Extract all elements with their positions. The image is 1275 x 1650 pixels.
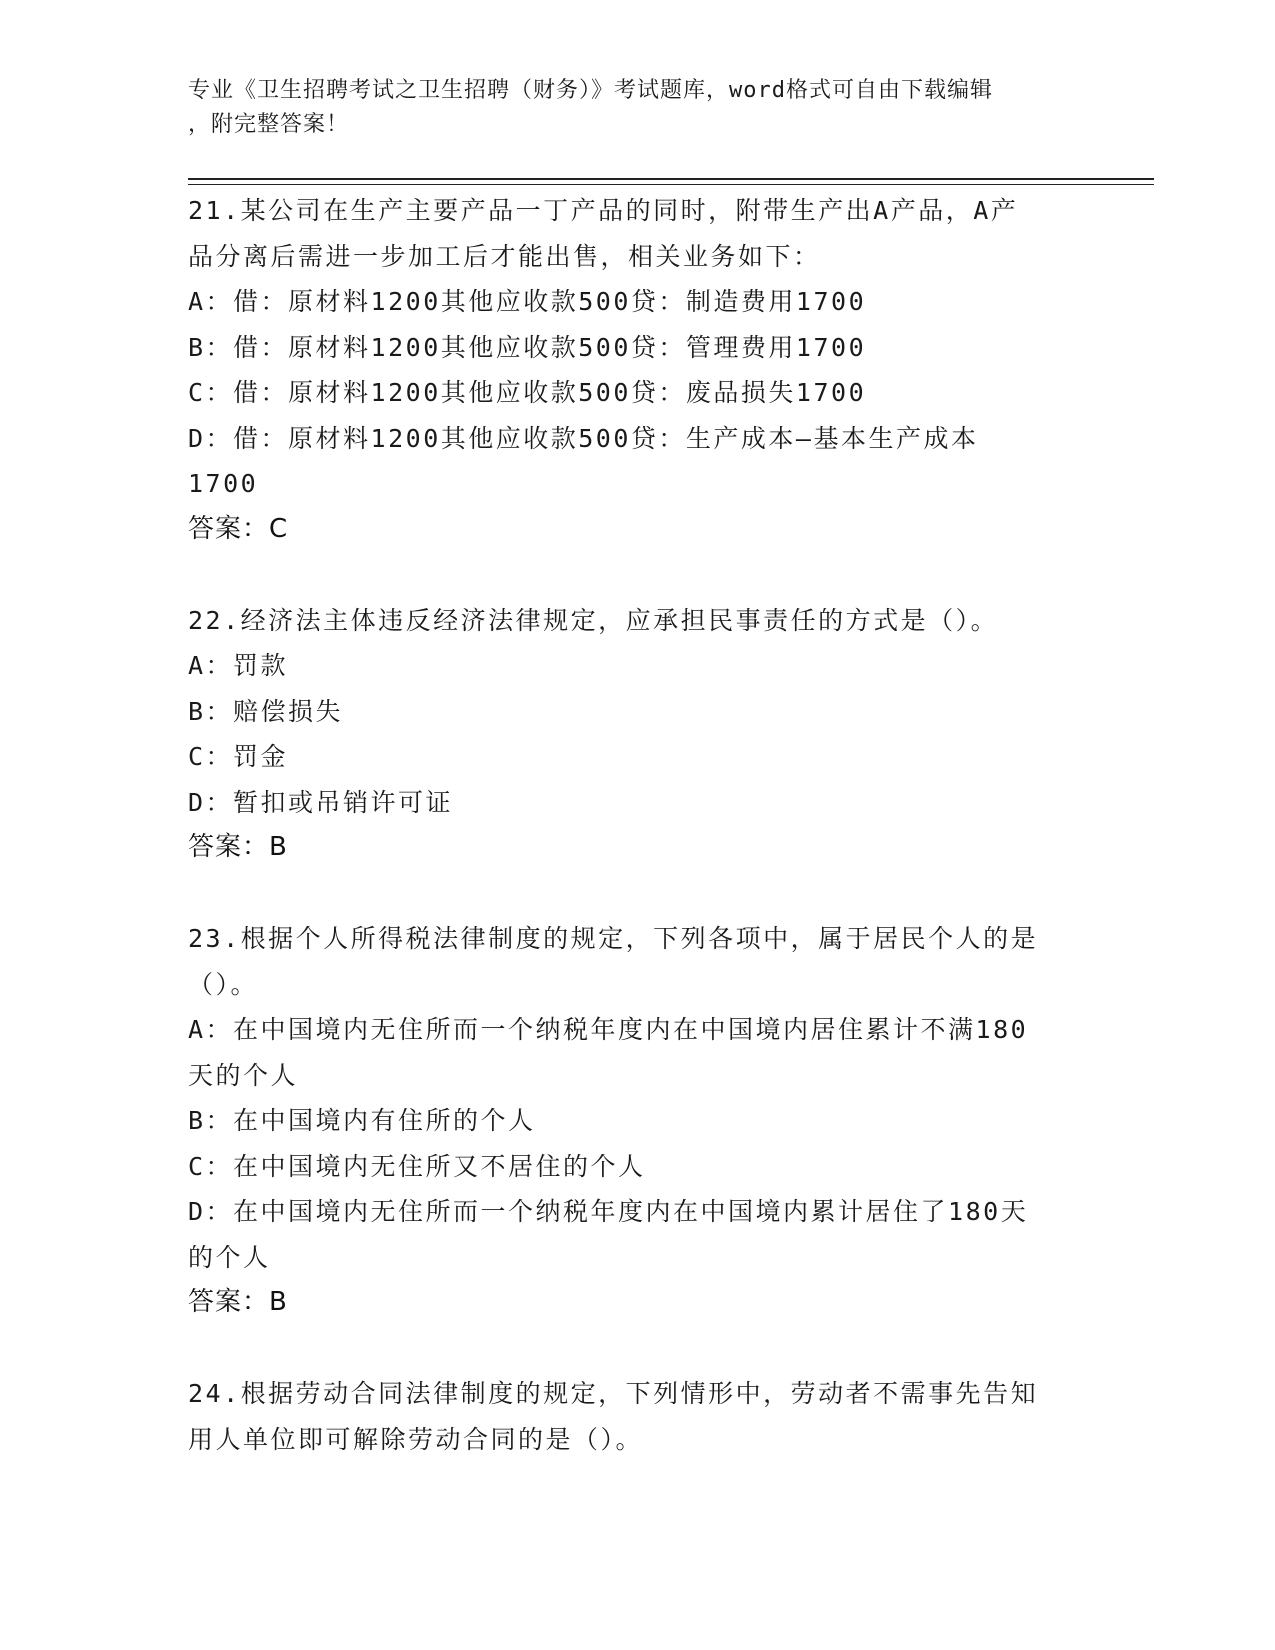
question-stem-line: 23.根据个人所得税法律制度的规定，下列各项中，属于居民个人的是 [188, 924, 1039, 953]
question-stem-line: 21.某公司在生产主要产品一丁产品的同时，附带生产出A产品，A产 [188, 196, 1019, 225]
option-d-continued: 1700 [188, 469, 259, 498]
question-24 [188, 1371, 1088, 1462]
spacer [188, 1326, 1088, 1372]
option-b: B：借：原材料1200其他应收款500贷：管理费用1700 [188, 332, 867, 362]
header-line-1: 专业《卫生招聘考试之卫生招聘（财务）》考试题库，word格式可自由下载编辑 [188, 78, 993, 103]
option-a: A：在中国境内无住所而一个纳税年度内在中国境内居住累计不满180 [188, 1015, 1029, 1044]
spacer [188, 552, 1088, 598]
header-divider-thick [188, 178, 1154, 180]
answer-label: 答案：B [188, 1287, 288, 1317]
option-c: C：在中国境内无住所又不居住的个人 [188, 1151, 646, 1181]
question-23 [188, 916, 1088, 1326]
spacer [188, 871, 1088, 917]
option-a: A：借：原材料1200其他应收款500贷：制造费用1700 [188, 287, 867, 316]
question-stem-line: 品分离后需进一步加工后才能出售，相关业务如下： [188, 241, 821, 271]
header-line-2: ，附完整答案！ [188, 112, 350, 137]
option-d: D：在中国境内无住所而一个纳税年度内在中国境内累计居住了180天 [188, 1197, 1029, 1226]
header-divider-thin [188, 184, 1154, 185]
option-a: A：罚款 [188, 651, 289, 680]
question-stem-line: 24.根据劳动合同法律制度的规定，下列情形中，劳动者不需事先告知 [188, 1379, 1039, 1408]
question-stem-line: （）。 [188, 969, 259, 999]
answer-label: 答案：B [188, 832, 288, 862]
answer-label: 答案：C [188, 513, 289, 544]
question-list [188, 188, 1088, 1462]
question-stem-line: 用人单位即可解除劳动合同的是（）。 [188, 1424, 644, 1454]
question-stem-line: 22.经济法主体违反经济法律规定，应承担民事责任的方式是（）。 [188, 605, 999, 635]
option-c: C：罚金 [188, 742, 289, 771]
option-d: D：借：原材料1200其他应收款500贷：生产成本—基本生产成本 [188, 423, 979, 453]
question-22 [188, 598, 1088, 871]
option-b: B：在中国境内有住所的个人 [188, 1106, 536, 1135]
option-a-continued: 天的个人 [188, 1060, 299, 1090]
option-c: C：借：原材料1200其他应收款500贷：废品损失1700 [188, 378, 867, 407]
option-d-continued: 的个人 [188, 1242, 271, 1272]
document-header [188, 74, 1068, 142]
option-d: D：暂扣或吊销许可证 [188, 787, 454, 817]
option-b: B：赔偿损失 [188, 696, 344, 726]
question-21 [188, 188, 1088, 552]
